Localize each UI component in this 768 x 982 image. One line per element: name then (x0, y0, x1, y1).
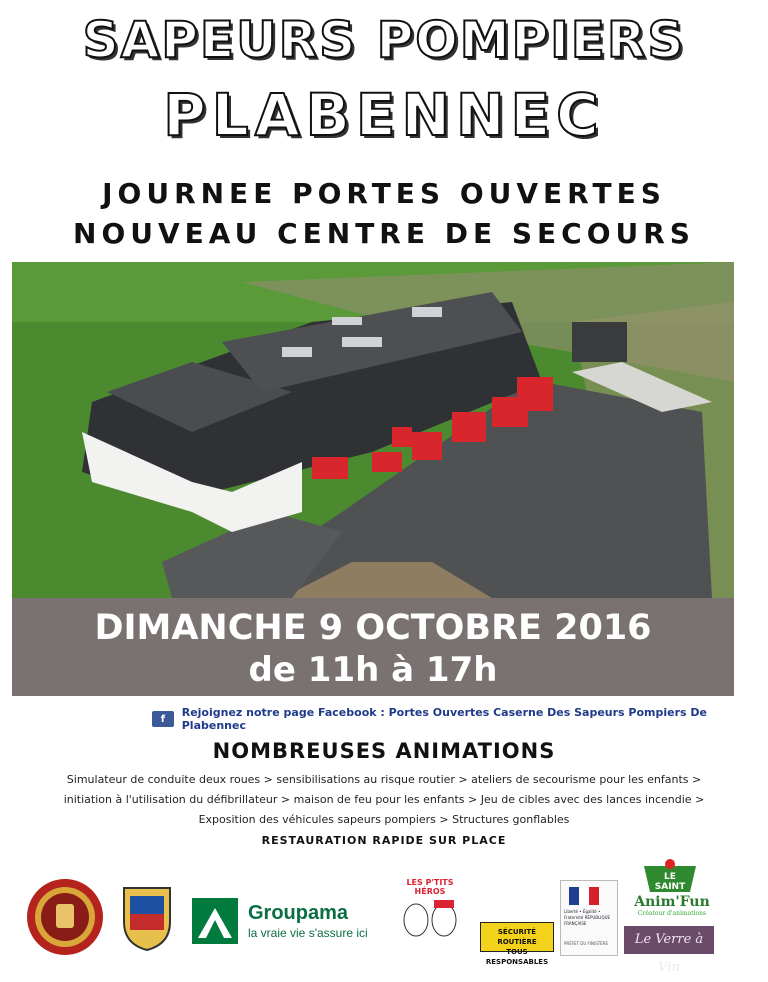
animations-line-3: Exposition des véhicules sapeurs pompiers > Structures gonflables (198, 813, 570, 826)
subtitle-line-1: JOURNEE PORTES OUVERTES (102, 177, 666, 210)
ptits-heros-logo (392, 878, 468, 954)
securite-line-1: SÉCURITÉ ROUTIÈRE (497, 928, 537, 946)
animations-line-2: initiation à l'utilisation du défibrillateur > maison de feu pour les enfants > Jeu de cibles avec des lances incendie > (63, 793, 705, 806)
animfun-sub: Créateur d'animations (637, 910, 707, 917)
le-saint-text: LE SAINT (654, 872, 686, 892)
event-hours: de 11h à 17h (248, 650, 498, 690)
le-saint-logo (640, 858, 700, 894)
verre-a-vin-logo: Le Verre à Vin (624, 926, 714, 954)
securite-routiere-logo (480, 922, 554, 966)
event-date: DIMANCHE 9 OCTOBRE 2016 (94, 608, 652, 648)
animfun-text: Anim'Fun (634, 894, 710, 910)
animations-line-1: Simulateur de conduite deux roues > sensibilisations au risque routier > ateliers de secourisme pour les enfants > (66, 773, 702, 786)
title-line-2: PLABENNEC (163, 81, 605, 149)
subtitle-line-2: NOUVEAU CENTRE DE SECOURS (73, 217, 695, 250)
ptits-heros-text: LES P'TITS HÉROS (406, 878, 454, 896)
republique-francaise-logo (560, 880, 618, 956)
rf-prefecture: PRÉFET DU FINISTÈRE (564, 941, 609, 946)
groupama-name: Groupama (248, 902, 349, 924)
sapeurs-pompiers-seal-logo (26, 878, 104, 956)
seal-icon (26, 878, 104, 956)
facebook-line[interactable] (152, 706, 768, 732)
restauration-note: RESTAURATION RAPIDE SUR PLACE (261, 834, 507, 847)
fire-station-aerial-photo (12, 262, 734, 598)
groupama-icon (192, 898, 238, 944)
french-flag-icon (569, 887, 599, 905)
animations-title: NOMBREUSES ANIMATIONS (212, 739, 556, 763)
date-banner (12, 598, 734, 696)
rf-text: Liberté • Égalité • Fraternité RÉPUBLIQUE FRANÇAISE (564, 909, 611, 926)
groupama-logo (192, 898, 372, 944)
city-crest-logo (120, 882, 174, 952)
groupama-tagline: la vraie vie s'assure ici (248, 926, 368, 940)
title-line-1: SAPEURS POMPIERS (82, 11, 686, 69)
mascots-icon (392, 890, 468, 952)
facebook-icon: f (152, 711, 174, 727)
facebook-text[interactable]: Rejoignez notre page Facebook : Portes Ouvertes Caserne Des Sapeurs Pompiers De Plabennec (181, 706, 708, 732)
aerial-photo-illustration (12, 262, 734, 598)
securite-line-2: TOUS RESPONSABLES (485, 948, 549, 966)
animfun-logo (624, 894, 720, 924)
crest-icon (120, 882, 174, 952)
